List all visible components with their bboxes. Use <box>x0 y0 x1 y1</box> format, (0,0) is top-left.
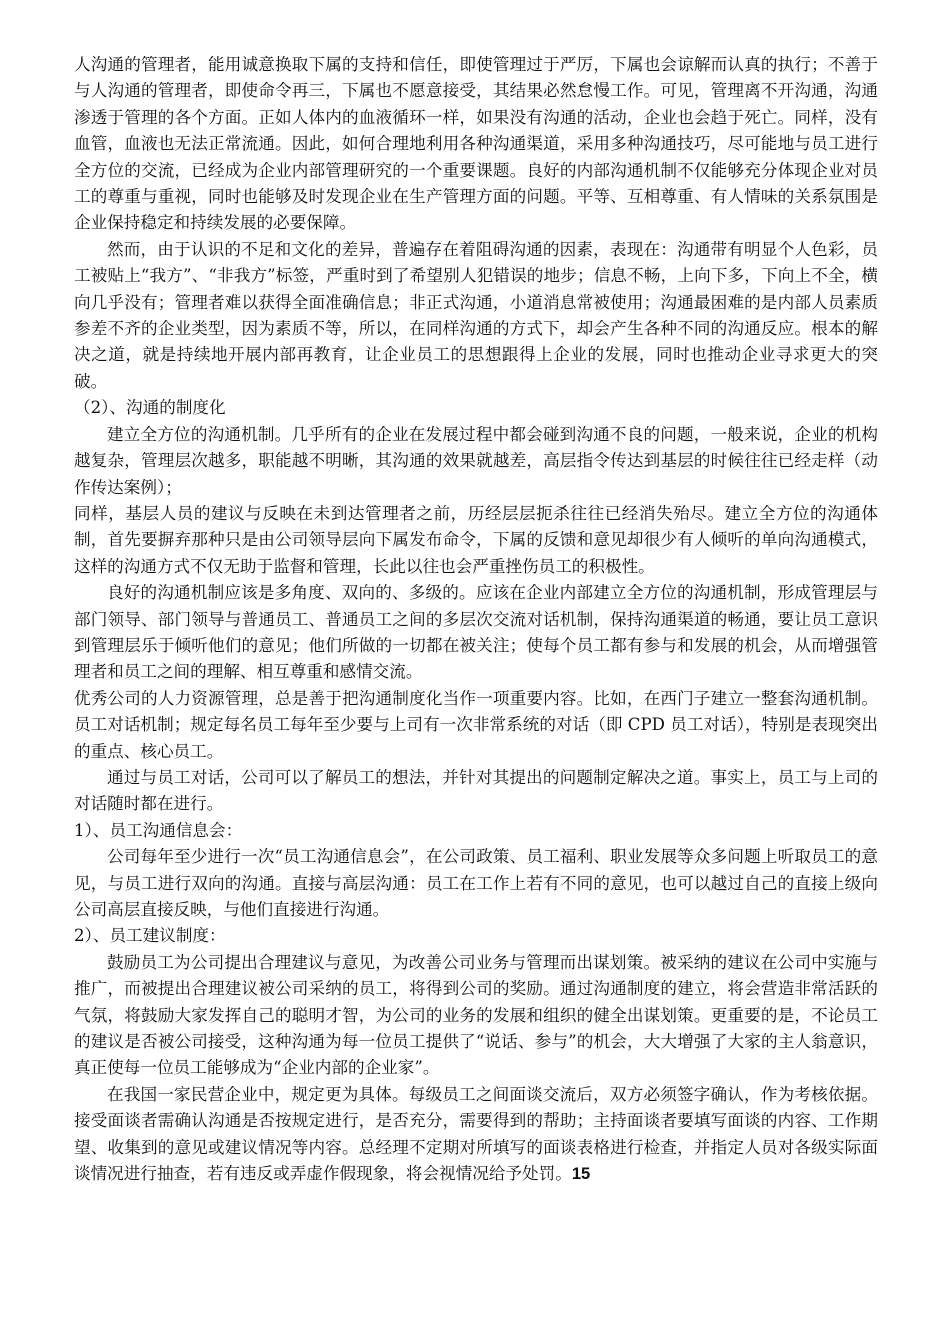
subheading-1: 1）、员工沟通信息会： <box>74 820 243 840</box>
paragraph-7: 通过与员工对话，公司可以了解员工的想法，并针对其提出的问题制定解决之道。事实上，员工与上司的对话随时都在进行。 <box>74 767 878 814</box>
paragraph-3: 建立全方位的沟通机制。几乎所有的企业在发展过程中都会碰到沟通不良的问题，一般来说，企业的机构越复杂，管理层次越多，职能越不明晰，其沟通的效果就越差，高层指令传达到基层的时候往往已经走样（动作传达案例）； <box>74 424 878 497</box>
paragraph-9: 鼓励员工为公司提出合理建议与意见，为改善公司业务与管理而出谋划策。被采纳的建议在公司中实施与推广，而被提出合理建议被公司采纳的员工，将得到公司的奖励。通过沟通制度的建立，将会营造非常活跃的气氛，将鼓励大家发挥自己的聪明才智，为公司的业务的发展和组织的健全出谋划策。更重要的是，不论员工的建议是否被公司接受，这种沟通为每一位员工提供了“说话、参与”的机会，大大增强了大家的主人翁意识，真正使每一位员工能够成为“企业内部的企业家”。 <box>74 952 878 1078</box>
paragraph-8: 公司每年至少进行一次“员工沟通信息会”，在公司政策、员工福利、职业发展等众多问题上听取员工的意见，与员工进行双向的沟通。直接与高层沟通：员工在工作上若有不同的意见，也可以越过自己的直接上级向公司高层直接反映，与他们直接进行沟通。 <box>74 847 878 919</box>
paragraph-4: 同样，基层人员的建议与反映在未到达管理者之前，历经层层扼杀往往已经消失殆尽。建立全方位的沟通体制，首先要摒弃那种只是由公司领导层向下属发布命令，下属的反馈和意见却很少有人倾听的单向沟通模式，这样的沟通方式不仅无助于监督和管理，长此以往也会严重挫伤员工的积极性。 <box>74 503 878 576</box>
paragraph-2: 然而，由于认识的不足和文化的差异，普遍存在着阻碍沟通的因素，表现在：沟通带有明显个人色彩，员工被贴上“我方”、“非我方”标签，严重时到了希望别人犯错误的地步；信息不畅，上向下多，下向上不全，横向几乎没有；管理者难以获得全面准确信息；非正式沟通，小道消息常被使用；沟通最困难的是内部人员素质参差不齐的企业类型，因为素质不等，所以，在同样沟通的方式下，却会产生各种不同的沟通反应。根本的解决之道，就是持续地开展内部再教育，让企业员工的思想跟得上企业的发展，同时也推动企业寻求更大的突破。 <box>74 239 878 391</box>
subheading-2: 2）、员工建议制度： <box>74 926 226 946</box>
paragraph-6: 优秀公司的人力资源管理，总是善于把沟通制度化当作一项重要内容。比如，在西门子建立一整套沟通机制。员工对话机制；规定每名员工每年至少要与上司有一次非常系统的对话（即 CPD 员工对话），特别是表现突出的重点、核心员工。 <box>74 688 878 761</box>
paragraph-1: 人沟通的管理者，能用诚意换取下属的支持和信任，即使管理过于严厉，下属也会谅解而认真的执行；不善于与人沟通的管理者，即使命令再三，下属也不愿意接受，其结果必然怠慢工作。可见，管理离不开沟通，沟通渗透于管理的各个方面。正如人体内的血液循环一样，如果没有沟通的活动，企业也会趋于死亡。同样，没有血管，血液也无法正常流通。因此，如何合理地利用各种沟通渠道，采用多种沟通技巧，尽可能地与员工进行全方位的交流，已经成为企业内部管理研究的一个重要课题。良好的内部沟通机制不仅能够充分体现企业对员工的尊重与重视，同时也能够及时发现企业在生产管理方面的问题。平等、互相尊重、有人情味的关系氛围是企业保持稳定和持续发展的必要保障。 <box>74 55 878 233</box>
paragraph-10-text: 在我国一家民营企业中，规定更为具体。每级员工之间面谈交流后，双方必须签字确认，作为考核依据。接受面谈者需确认沟通是否按规定进行，是否充分，需要得到的帮助；主持面谈者要填写面谈的内容、工作期望、收集到的意见或建议情况等内容。总经理不定期对所填写的面谈表格进行检查，并指定人员对各级实际面谈情况进行抽查，若有违反或弄虚作假现象，将会视情况给予处罚。 <box>74 1084 878 1184</box>
paragraph-5: 良好的沟通机制应该是多角度、双向的、多级的。应该在企业内部建立全方位的沟通机制，形成管理层与部门领导、部门领导与普通员工、普通员工之间的多层次交流对话机制，保持沟通渠道的畅通，要让员工意识到管理层乐于倾听他们的意见；他们所做的一切都在被关注；使每个员工都有参与和发展的机会，从而增强管理者和员工之间的理解、相互尊重和感情交流。 <box>74 583 878 682</box>
section-heading-2: （2）、沟通的制度化 <box>74 398 226 418</box>
paragraph-10 <box>74 1082 878 1188</box>
page-number: 15 <box>571 1164 591 1184</box>
